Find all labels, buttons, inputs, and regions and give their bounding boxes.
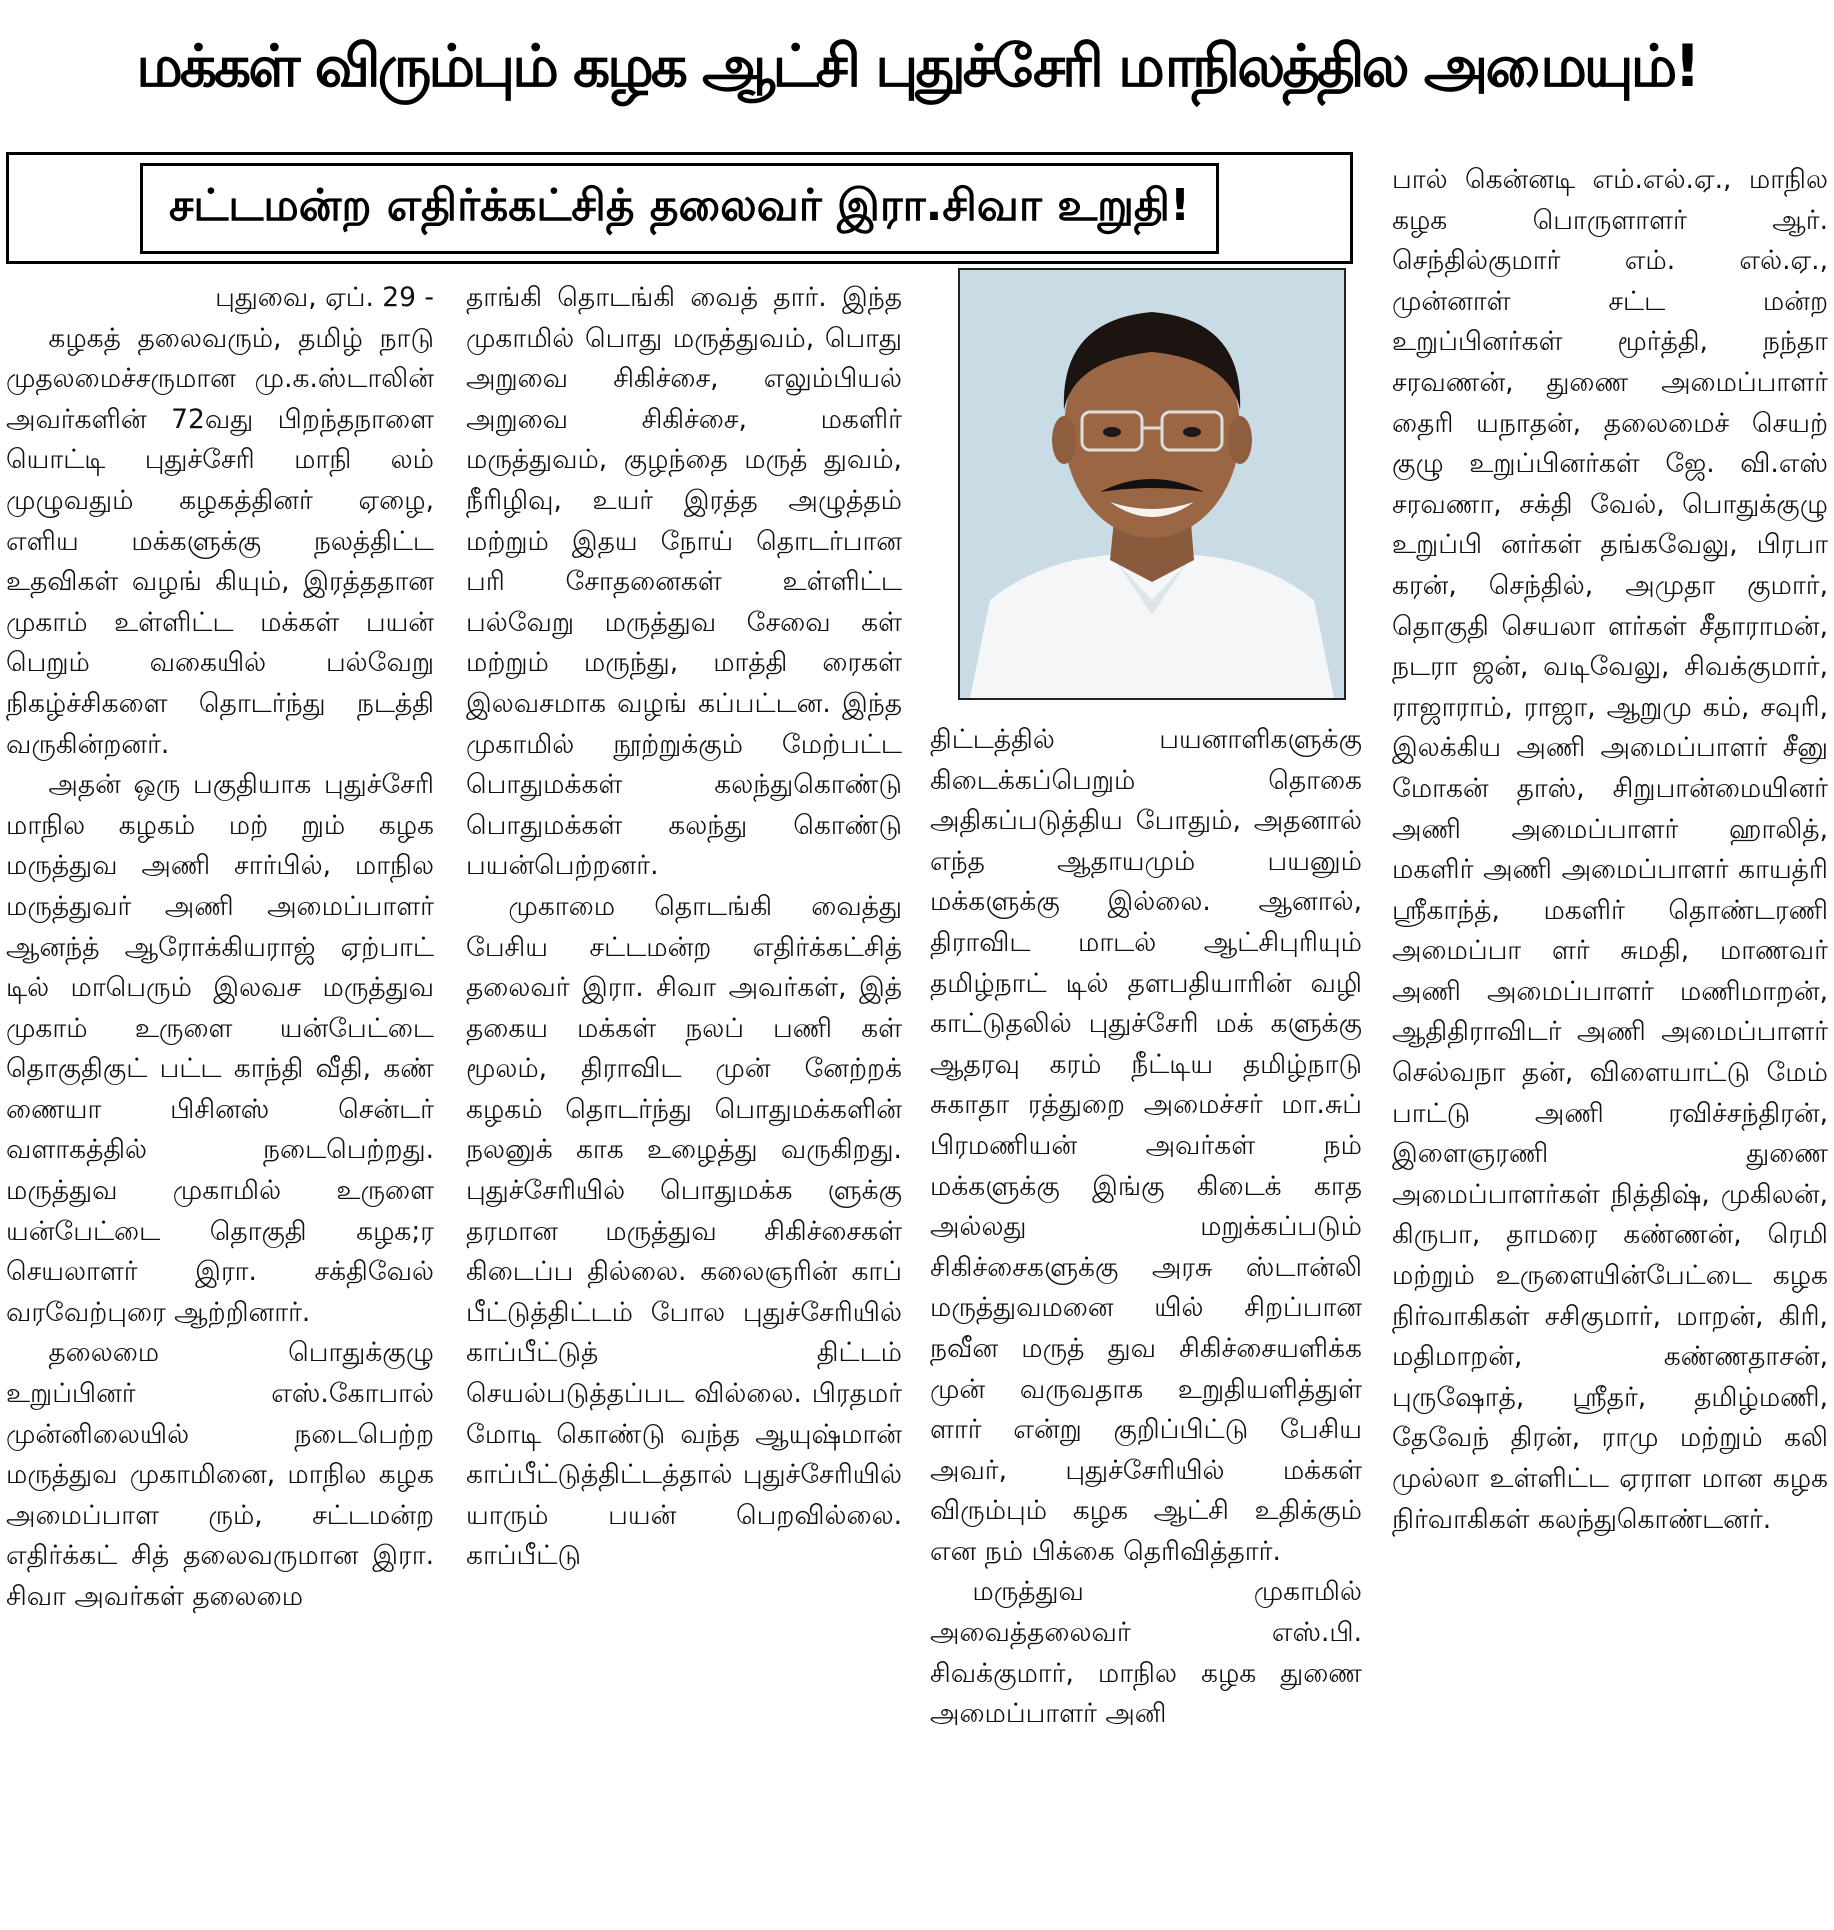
article-paragraph: மருத்துவ முகாமில் அவைத்தலைவர் எஸ்.பி. சிவக்குமார், மாநில கழக துணை அமைப்பாளர் அனி [930, 1576, 1362, 1730]
portrait-illustration [960, 270, 1344, 698]
article-paragraph: திட்டத்தில் பயனாளிகளுக்கு கிடைக்கப்பெறும் தொகை அதிகப்படுத்திய போதும், அதனால் எந்த ஆதாயமும் பயனும் மக்களுக்கு இல்லை. ஆனால், திராவிட மாடல் ஆட்சிபுரியும் தமிழ்நாட் டில் தளபதியாரின் வழி காட்டுதலில் புதுச்சேரி மக் களுக்கு ஆதரவு கரம் நீட்டிய தமிழ்நாடு சுகாதா ரத்துறை அமைச்சர் மா.சுப் பிரமணியன் அவர்கள் நம் மக்களுக்கு இங்கு கிடைக் காத அல்லது மறுக்கப்படும் சிகிச்சைகளுக்கு அரசு ஸ்டான்லி மருத்துவமனை யில் சிறப்பான நவீன மருத் துவ சிகிச்சையளிக்க முன் வருவதாக உறுதியளித்துள் ளார் என்று குறிப்பிட்டு பேசிய அவர், புதுச்சேரியில் மக்கள் விரும்பும் கழக ஆட்சி உதிக்கும் என நம் பிக்கை தெரிவித்தார். [930, 724, 1362, 1567]
article-paragraph: தலைமை பொதுக்குழு உறுப்பினர் எஸ்.கோபால் முன்னிலையில் நடைபெற்ற மருத்துவ முகாமினை, மாநில கழக அமைப்பாள ரும், சட்டமன்ற எதிர்க்கட் சித் தலைவருமான இரா. சிவா அவர்கள் தலைமை [6, 1337, 434, 1612]
article-paragraph: அதன் ஒரு பகுதியாக புதுச்சேரி மாநில கழகம் மற் றும் கழக மருத்துவ அணி சார்பில், மாநில மருத்துவர் அணி அமைப்பாளர் ஆனந்த் ஆரோக்கியராஜ் ஏற்பாட் டில் மாபெரும் இலவச மருத்துவ முகாம் உருளை யன்பேட்டை தொகுதிகுட் பட்ட காந்தி வீதி, கண் ணையா பிசினஸ் சென்டர் வளாகத்தில் நடைபெற்றது. மருத்துவ முகாமில் உருளை யன்பேட்டை தொகுதி கழக;ர செயலாளர் இரா. சக்திவேல் வரவேற்புரை ஆற்றினார். [6, 769, 434, 1328]
article-column-2 [466, 278, 902, 1577]
article-paragraph: முகாமை தொடங்கி வைத்து பேசிய சட்டமன்ற எதிர்க்கட்சித் தலைவர் இரா. சிவா அவர்கள், இத் தகைய மக்கள் நலப் பணி கள் மூலம், திராவிட முன் னேற்றக் கழகம் தொடர்ந்து பொதுமக்களின் நலனுக் காக உழைத்து வருகிறது. புதுச்சேரியில் பொதுமக்க ளுக்கு தரமான மருத்துவ சிகிச்சைகள் கிடைப்ப தில்லை. கலைஞரின் காப் பீட்டுத்திட்டம் போல புதுச்சேரியில் காப்பீட்டுத் திட்டம் செயல்படுத்தப்பட வில்லை. பிரதமர் மோடி கொண்டு வந்த ஆயுஷ்மான் காப்பீட்டுத்திட்டத்தால் புதுச்சேரியில் யாரும் பயன் பெறவில்லை. காப்பீட்டு [466, 890, 902, 1572]
article-paragraph: பால் கென்னடி எம்.எல்.ஏ., மாநில கழக பொருளாளர் ஆர். செந்தில்குமார் எம். எல்.ஏ., முன்னாள் சட்ட மன்ற உறுப்பினர்கள் மூர்த்தி, நந்தா சரவணன், துணை அமைப்பாளர் தைரி யநாதன், தலைமைச் செயற் குழு உறுப்பினர்கள் ஜே. வி.எஸ் சரவணா, சக்தி வேல், பொதுக்குழு உறுப்பி னர்கள் தங்கவேலு, பிரபா கரன், செந்தில், அமுதா குமார், தொகுதி செயலா ளர்கள் சீதாராமன், நடரா ஜன், வடிவேலு, சிவக்குமார், ராஜாராம், ராஜா, ஆறுமு கம், சவுரி, இலக்கிய அணி அமைப்பாளர் சீனு மோகன் தாஸ், சிறுபான்மையினர் அணி அமைப்பாளர் ஹாலித், மகளிர் அணி அமைப்பாளர் காயத்ரி ஸ்ரீகாந்த், மகளிர் தொண்டரணி அமைப்பா ளர் சுமதி, மாணவர் அணி அமைப்பாளர் மணிமாறன், ஆதிதிராவிடர் அணி அமைப்பாளர் செல்வநா தன், விளையாட்டு மேம் பாட்டு அணி ரவிச்சந்திரன், இளைஞரணி துணை அமைப்பாளர்கள் நித்திஷ், முகிலன், கிருபா, தாமரை கண்ணன், ரெமி மற்றும் உருளையின்பேட்டை கழக நிர்வாகிகள் சசிகுமார், மாறன், கிரி, மதிமாறன், கண்ணதாசன், புருஷோத், ஸ்ரீதர், தமிழ்மணி, தேவேந் திரன், ராமு மற்றும் கலி முல்லா உள்ளிட்ட ஏராள மான கழக நிர்வாகிகள் கலந்துகொண்டனர். [1392, 164, 1828, 1535]
portrait-photo [958, 268, 1346, 700]
article-paragraph: கழகத் தலைவரும், தமிழ் நாடு முதலமைச்சருமான மு.க.ஸ்டாலின் அவர்களின் 72வது பிறந்தநாளை யொட்டி புதுச்சேரி மாநி லம் முழுவதும் கழகத்தினர் ஏழை, எளிய மக்களுக்கு நலத்திட்ட உதவிகள் வழங் கியும், இரத்ததான முகாம் உள்ளிட்ட மக்கள் பயன் பெறும் வகையில் பல்வேறு நிகழ்ச்சிகளை தொடர்ந்து நடத்தி வருகின்றனர். [6, 322, 434, 760]
subheadline: சட்டமன்ற எதிர்க்கட்சித் தலைவர் இரா.சிவா உறுதி! [140, 163, 1219, 254]
article-column-3 [930, 720, 1362, 1735]
headline: மக்கள் விரும்பும் கழக ஆட்சி புதுச்சேரி மாநிலத்தில அமையும்! [136, 32, 1698, 100]
article-column-4 [1392, 160, 1828, 1540]
subheadline-box [6, 152, 1353, 264]
article-column-1 [6, 278, 434, 1618]
article-paragraph: தாங்கி தொடங்கி வைத் தார். இந்த முகாமில் பொது மருத்துவம், பொது அறுவை சிகிச்சை, எலும்பியல் அறுவை சிகிச்சை, மகளிர் மருத்துவம், குழந்தை மருத் துவம், நீரிழிவு, உயர் இரத்த அழுத்தம் மற்றும் இதய நோய் தொடர்பான பரி சோதனைகள் உள்ளிட்ட பல்வேறு மருத்துவ சேவை கள் மற்றும் மருந்து, மாத்தி ரைகள் இலவசமாக வழங் கப்பட்டன. இந்த முகாமில் நூற்றுக்கும் மேற்பட்ட பொதுமக்கள் கலந்துகொண்டு பொதுமக்கள் கலந்து கொண்டு பயன்பெற்றனர். [466, 282, 902, 882]
dateline: புதுவை, ஏப். 29 - [215, 282, 434, 313]
